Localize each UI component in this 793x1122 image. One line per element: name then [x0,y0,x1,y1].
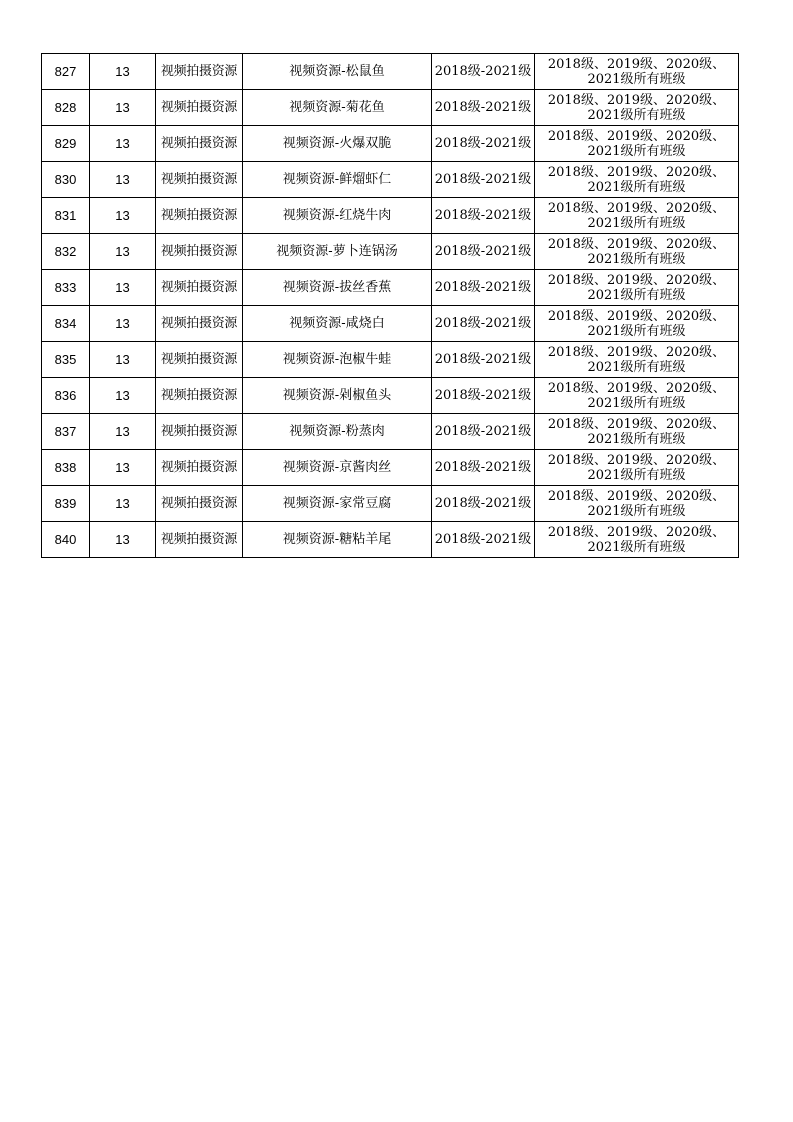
applicable-classes-cell [535,378,739,414]
row-number-cell: 832 [42,234,90,270]
group-cell: 13 [90,198,156,234]
grade-range-cell: 2018级-2021级 [432,450,535,486]
resource-name-cell: 视频资源-剁椒鱼头 [243,378,432,414]
classes-line-1: 2018级、2019级、2020级、 [547,236,726,252]
category-cell: 视频拍摄资源 [156,342,243,378]
grade-range-cell: 2018级-2021级 [432,90,535,126]
table-row [42,522,739,558]
category-cell: 视频拍摄资源 [156,126,243,162]
resource-name-cell: 视频资源-京酱肉丝 [243,450,432,486]
classes-line-2: 2021级所有班级 [587,539,686,555]
row-number-cell: 834 [42,306,90,342]
resource-name-cell: 视频资源-红烧牛肉 [243,198,432,234]
category-cell: 视频拍摄资源 [156,486,243,522]
table-row [42,234,739,270]
grade-range-cell: 2018级-2021级 [432,378,535,414]
table-row [42,342,739,378]
classes-line-1: 2018级、2019级、2020级、 [547,488,726,504]
group-cell: 13 [90,414,156,450]
classes-line-1: 2018级、2019级、2020级、 [547,344,726,360]
group-cell: 13 [90,306,156,342]
grade-range-cell: 2018级-2021级 [432,306,535,342]
table-row [42,198,739,234]
table-row [42,414,739,450]
category-cell: 视频拍摄资源 [156,270,243,306]
row-number-cell: 830 [42,162,90,198]
classes-line-1: 2018级、2019级、2020级、 [547,164,726,180]
grade-range-cell: 2018级-2021级 [432,126,535,162]
grade-range-cell: 2018级-2021级 [432,342,535,378]
table-row [42,306,739,342]
table-row [42,378,739,414]
applicable-classes-cell [535,198,739,234]
category-cell: 视频拍摄资源 [156,198,243,234]
group-cell: 13 [90,486,156,522]
row-number-cell: 839 [42,486,90,522]
table-row [42,54,739,90]
classes-line-1: 2018级、2019级、2020级、 [547,56,726,72]
group-cell: 13 [90,342,156,378]
category-cell: 视频拍摄资源 [156,378,243,414]
category-cell: 视频拍摄资源 [156,162,243,198]
category-cell: 视频拍摄资源 [156,90,243,126]
table-row [42,126,739,162]
grade-range-cell: 2018级-2021级 [432,486,535,522]
grade-range-cell: 2018级-2021级 [432,162,535,198]
applicable-classes-cell [535,414,739,450]
group-cell: 13 [90,126,156,162]
row-number-cell: 829 [42,126,90,162]
classes-line-2: 2021级所有班级 [587,359,686,375]
grade-range-cell: 2018级-2021级 [432,198,535,234]
group-cell: 13 [90,234,156,270]
row-number-cell: 827 [42,54,90,90]
row-number-cell: 837 [42,414,90,450]
classes-line-1: 2018级、2019级、2020级、 [547,308,726,324]
classes-line-1: 2018级、2019级、2020级、 [547,452,726,468]
applicable-classes-cell [535,342,739,378]
classes-line-2: 2021级所有班级 [587,179,686,195]
classes-line-1: 2018级、2019级、2020级、 [547,128,726,144]
classes-line-2: 2021级所有班级 [587,395,686,411]
applicable-classes-cell [535,486,739,522]
table-row [42,90,739,126]
row-number-cell: 840 [42,522,90,558]
row-number-cell: 835 [42,342,90,378]
classes-line-1: 2018级、2019级、2020级、 [547,380,726,396]
classes-line-1: 2018级、2019级、2020级、 [547,200,726,216]
group-cell: 13 [90,522,156,558]
applicable-classes-cell [535,54,739,90]
resource-name-cell: 视频资源-糖粘羊尾 [243,522,432,558]
resource-name-cell: 视频资源-泡椒牛蛙 [243,342,432,378]
row-number-cell: 836 [42,378,90,414]
category-cell: 视频拍摄资源 [156,450,243,486]
category-cell: 视频拍摄资源 [156,54,243,90]
group-cell: 13 [90,90,156,126]
applicable-classes-cell [535,126,739,162]
category-cell: 视频拍摄资源 [156,234,243,270]
applicable-classes-cell [535,306,739,342]
grade-range-cell: 2018级-2021级 [432,234,535,270]
group-cell: 13 [90,378,156,414]
resource-name-cell: 视频资源-咸烧白 [243,306,432,342]
resource-table-body [42,54,739,558]
resource-name-cell: 视频资源-火爆双脆 [243,126,432,162]
row-number-cell: 838 [42,450,90,486]
resource-name-cell: 视频资源-粉蒸肉 [243,414,432,450]
resource-name-cell: 视频资源-萝卜连锅汤 [243,234,432,270]
category-cell: 视频拍摄资源 [156,306,243,342]
grade-range-cell: 2018级-2021级 [432,270,535,306]
applicable-classes-cell [535,90,739,126]
group-cell: 13 [90,162,156,198]
row-number-cell: 828 [42,90,90,126]
classes-line-2: 2021级所有班级 [587,107,686,123]
resource-name-cell: 视频资源-家常豆腐 [243,486,432,522]
classes-line-1: 2018级、2019级、2020级、 [547,416,726,432]
applicable-classes-cell [535,234,739,270]
table-row [42,162,739,198]
classes-line-1: 2018级、2019级、2020级、 [547,272,726,288]
row-number-cell: 831 [42,198,90,234]
resource-name-cell: 视频资源-鲜熘虾仁 [243,162,432,198]
classes-line-1: 2018级、2019级、2020级、 [547,524,726,540]
group-cell: 13 [90,54,156,90]
resource-table [41,53,739,558]
classes-line-2: 2021级所有班级 [587,251,686,267]
classes-line-2: 2021级所有班级 [587,503,686,519]
table-row [42,270,739,306]
category-cell: 视频拍摄资源 [156,522,243,558]
classes-line-2: 2021级所有班级 [587,431,686,447]
classes-line-1: 2018级、2019级、2020级、 [547,92,726,108]
applicable-classes-cell [535,162,739,198]
applicable-classes-cell [535,270,739,306]
classes-line-2: 2021级所有班级 [587,143,686,159]
group-cell: 13 [90,270,156,306]
applicable-classes-cell [535,522,739,558]
classes-line-2: 2021级所有班级 [587,287,686,303]
grade-range-cell: 2018级-2021级 [432,54,535,90]
resource-name-cell: 视频资源-拔丝香蕉 [243,270,432,306]
grade-range-cell: 2018级-2021级 [432,414,535,450]
category-cell: 视频拍摄资源 [156,414,243,450]
applicable-classes-cell [535,450,739,486]
grade-range-cell: 2018级-2021级 [432,522,535,558]
classes-line-2: 2021级所有班级 [587,71,686,87]
table-row [42,450,739,486]
classes-line-2: 2021级所有班级 [587,323,686,339]
table-row [42,486,739,522]
classes-line-2: 2021级所有班级 [587,467,686,483]
resource-name-cell: 视频资源-菊花鱼 [243,90,432,126]
resource-name-cell: 视频资源-松鼠鱼 [243,54,432,90]
classes-line-2: 2021级所有班级 [587,215,686,231]
row-number-cell: 833 [42,270,90,306]
group-cell: 13 [90,450,156,486]
